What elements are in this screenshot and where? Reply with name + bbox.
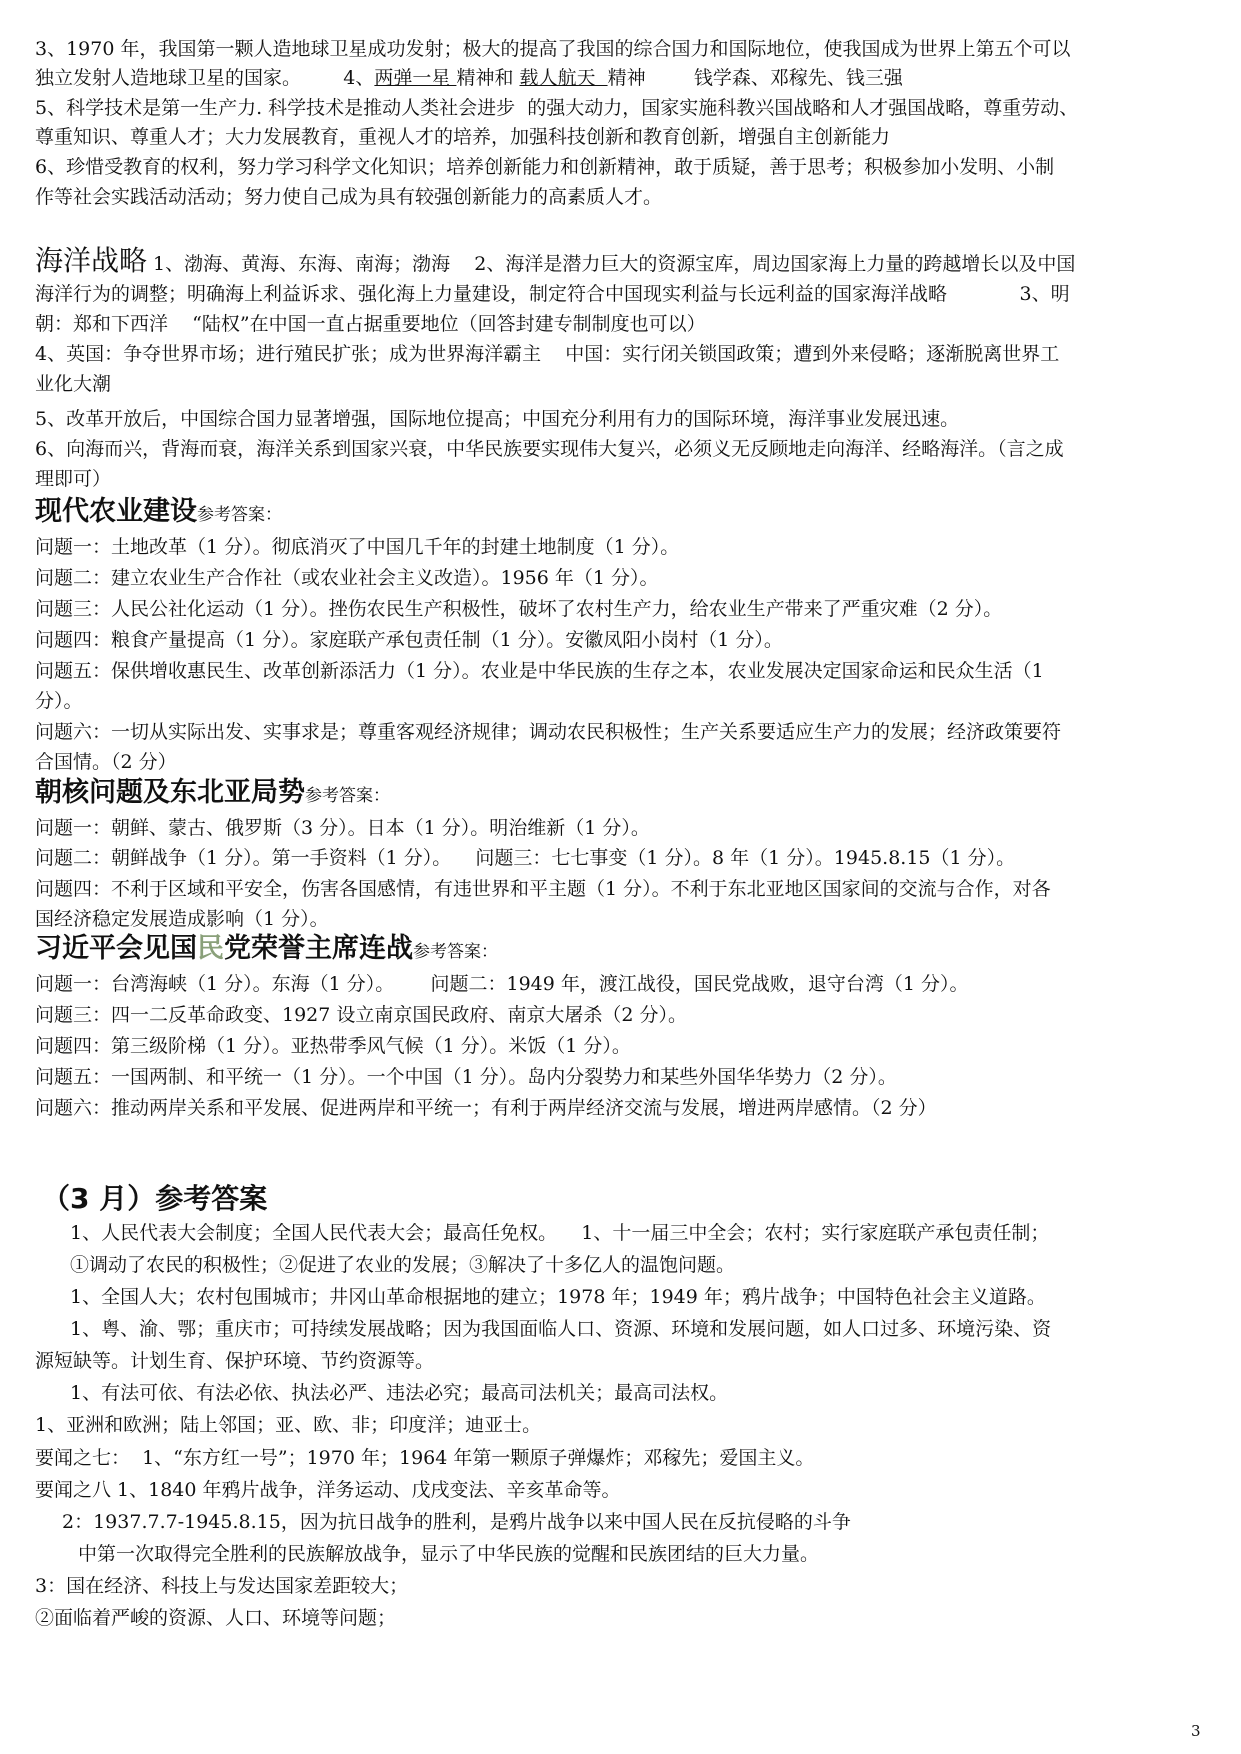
section-title: 现代农业建设 [35, 496, 197, 527]
reference-label: 参考答案： [197, 505, 282, 525]
page-number: 3 [1191, 1722, 1201, 1740]
answer-line: 要闻之八 1、1840 年鸦片战争，洋务运动、戊戌变法、辛亥革命等。 [35, 1479, 621, 1501]
text-line: 尊重知识、尊重人才；大力发展教育，重视人才的培养，加强科技创新和教育创新，增强自主创新能力 [35, 126, 891, 148]
reference-label: 参考答案： [413, 942, 498, 962]
answer-line: 问题二：建立农业生产合作社（或农业社会主义改造）。1956 年（1 分）。 [35, 567, 659, 589]
answer-line: ②面临着严峻的资源、人口、环境等问题； [35, 1607, 397, 1629]
text-line: 朝：郑和下西洋 “陆权”在中国一直占据重要地位（回答封建专制制度也可以） [35, 313, 706, 335]
answer-line: 问题一：台湾海峡（1 分）。东海（1 分）。 问题二：1949 年，渡江战役，国民党战败，退守台湾（1 分）。 [35, 973, 969, 995]
text-line: 6、向海而兴，背海而衰，海洋关系到国家兴衰，中华民族要实现伟大复兴，必须义无反顾地走向海洋、经略海洋。（言之成 [35, 438, 1064, 460]
text-line: 作等社会实践活动活动；努力使自己成为具有较强创新能力的高素质人才。 [35, 186, 663, 208]
answer-line: 问题六：推动两岸关系和平发展、促进两岸和平统一；有利于两岸经济交流与发展，增进两岸感情。（2 分） [35, 1097, 937, 1119]
text-line: 6、珍惜受教育的权利，努力学习科学文化知识；培养创新能力和创新精神，敢于质疑，善于思考；积极参加小发明、小制 [35, 156, 1055, 178]
section-title: 朝核问题及东北亚局势 [35, 777, 305, 808]
text-span [301, 67, 343, 89]
answer-line: 源短缺等。计划生育、保护环境、节约资源等。 [35, 1350, 435, 1372]
section-title-highlight: 民 [197, 933, 224, 964]
text-line: 5、科学技术是第一生产力. 科学技术是推动人类社会进步 的强大动力，国家实施科教兴国战略和人才强国战略，尊重劳动、 [35, 97, 1079, 119]
answer-line: 合国情。（2 分） [35, 751, 177, 773]
answer-line: 问题五：保供增收惠民生、改革创新添活力（1 分）。农业是中华民族的生存之本，农业发展决定国家命运和民众生活（1 [35, 660, 1044, 682]
text-span: 1、渤海、黄海、东海、南海；渤海 2、海洋是潜力巨大的资源宝库，周边国家海上力量的跨越增长以及中国 [147, 253, 1076, 275]
section-ocean [35, 246, 1215, 279]
answer-line: 1、有法可依、有法必依、执法必严、违法必究；最高司法机关；最高司法权。 [70, 1382, 729, 1404]
answer-line: 中第一次取得完全胜利的民族解放战争，显示了中华民族的觉醒和民族团结的巨大力量。 [78, 1543, 820, 1565]
text-line: 3、1970 年，我国第一颗人造地球卫星成功发射；极大的提高了我国的综合国力和国际地位，使我国成为世界上第五个可以 [35, 38, 1071, 60]
text-line: 海洋行为的调整；明确海上利益诉求、强化海上力量建设，制定符合中国现实利益与长远利益的国家海洋战略 3、明 [35, 283, 1070, 305]
underlined-answer: 两弹一星 [374, 67, 457, 89]
section-title: 党荣誉主席连战 [224, 933, 413, 964]
answer-line: 1、全国人大；农村包围城市；井冈山革命根据地的建立；1978 年；1949 年；鸦片战争；中国特色社会主义道路。 [70, 1286, 1046, 1308]
answer-line: 问题三：人民公社化运动（1 分）。挫伤农民生产积极性，破坏了农村生产力，给农业生产带来了严重灾难（2 分）。 [35, 598, 1003, 620]
text-span: 精神 钱学森、邓稼先、钱三强 [607, 67, 903, 89]
text-span: 精神和 [456, 67, 520, 89]
answer-line: 问题五：一国两制、和平统一（1 分）。一个中国（1 分）。岛内分裂势力和某些外国华华势力（2 分）。 [35, 1066, 897, 1088]
answer-line: 问题一：土地改革（1 分）。彻底消灭了中国几千年的封建土地制度（1 分）。 [35, 536, 680, 558]
text-span: 独立发射人造地球卫星的国家。 [35, 67, 302, 89]
answer-line: 2：1937.7.7-1945.8.15，因为抗日战争的胜利，是鸦片战争以来中国人民在反抗侵略的斗争 [62, 1511, 851, 1533]
answer-line: ①调动了农民的积极性；②促进了农业的发展；③解决了十多亿人的温饱问题。 [70, 1254, 736, 1276]
answer-line: 要闻之七： 1、“东方红一号”；1970 年；1964 年第一颗原子弹爆炸；邓稼先；爱国主义。 [35, 1447, 815, 1469]
text-line [35, 63, 1215, 93]
section-agri-header [35, 495, 1215, 532]
reference-label: 参考答案： [305, 786, 390, 806]
underlined-answer: 载人航天 [519, 67, 608, 89]
text-line: 5、改革开放后，中国综合国力显著增强，国际地位提高；中国充分利用有力的国际环境，海洋事业发展迅速。 [35, 408, 960, 430]
section-title: 海洋战略 [35, 246, 148, 277]
answer-line: 问题二：朝鲜战争（1 分）。第一手资料（1 分）。 问题三：七七事变（1 分）。8 年（1 分）。1945.8.15（1 分）。 [35, 847, 1016, 869]
answer-line: 问题一：朝鲜、蒙古、俄罗斯（3 分）。日本（1 分）。明治维新（1 分）。 [35, 817, 650, 839]
text-line: 4、英国：争夺世界市场；进行殖民扩张；成为世界海洋霸主 中国：实行闭关锁国政策；遭到外来侵略；逐渐脱离世界工 [35, 343, 1060, 365]
text-line: 理即可） [35, 468, 112, 490]
answer-line: 问题四：不利于区域和平安全，伤害各国感情，有违世界和平主题（1 分）。不利于东北亚地区国家间的交流与合作，对各 [35, 878, 1051, 900]
answer-line: 3：国在经济、科技上与发达国家差距较大； [35, 1575, 409, 1597]
answer-line: 1、人民代表大会制度；全国人民代表大会；最高任免权。 1、十一届三中全会；农村；实行家庭联产承包责任制； [70, 1222, 1050, 1244]
answer-line: 问题三：四一二反革命政变、1927 设立南京国民政府、南京大屠杀（2 分）。 [35, 1004, 688, 1026]
answer-line: 国经济稳定发展造成影响（1 分）。 [35, 908, 329, 930]
section-korea-header [35, 776, 1215, 813]
answer-line: 1、亚洲和欧洲；陆上邻国；亚、欧、非；印度洋；迪亚士。 [35, 1414, 542, 1436]
march-answers-title: （3 月）参考答案 [42, 1182, 268, 1215]
answer-line: 分）。 [35, 690, 83, 712]
text-line: 业化大潮 [35, 373, 112, 395]
answer-line: 问题四：粮食产量提高（1 分）。家庭联产承包责任制（1 分）。安徽凤阳小岗村（1 分）。 [35, 629, 783, 651]
answer-line: 1、粤、渝、鄂；重庆市；可持续发展战略；因为我国面临人口、资源、环境和发展问题，如人口过多、环境污染、资 [70, 1318, 1052, 1340]
answer-line: 问题四：第三级阶梯（1 分）。亚热带季风气候（1 分）。米饭（1 分）。 [35, 1035, 631, 1057]
section-title: 习近平会见国 [35, 933, 197, 964]
section-xi-header [35, 932, 1215, 969]
answer-line: 问题六：一切从实际出发、实事求是；尊重客观经济规律；调动农民积极性；生产关系要适应生产力的发展；经济政策要符 [35, 721, 1062, 743]
text-span: 4、 [343, 67, 375, 89]
